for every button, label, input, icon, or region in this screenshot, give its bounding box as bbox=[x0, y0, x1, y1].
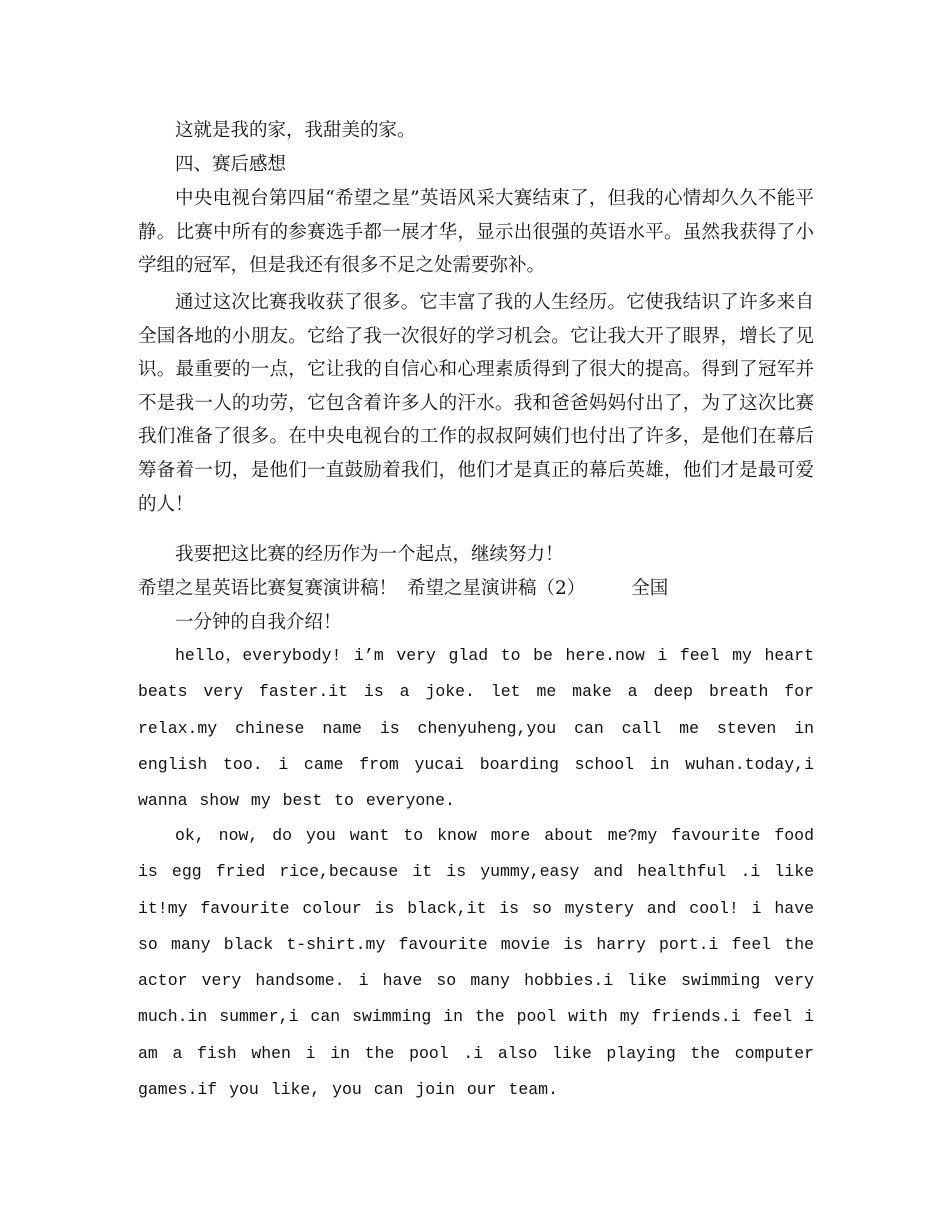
section-heading: 四、赛后感想 bbox=[175, 154, 287, 175]
speech-subtitle: 希望之星演讲稿（2） bbox=[407, 578, 586, 599]
speech-title-line bbox=[138, 572, 814, 606]
english-paragraph-1: hello，everybody! i’m very glad to be here.now i feel my heart beats very faster.it is a joke. let me make a deep breath for relax.my chinese name is chenyuheng,you can call me steven in english too. i came from yucai boarding school in wuhan.today,i wanna show my best to everyone. bbox=[138, 646, 814, 811]
paragraph-reflection-1: 中央电视台第四届“希望之星”英语风采大赛结束了，但我的心情却久久不能平静。比赛中所有的参赛选手都一展才华，显示出很强的英语水平。虽然我获得了小学组的冠军，但是我还有很多不足之处需要弥补。 bbox=[138, 188, 814, 277]
paragraph-home: 这就是我的家，我甜美的家。 bbox=[175, 120, 416, 141]
speech-title: 希望之星英语比赛复赛演讲稿！ bbox=[138, 578, 398, 599]
paragraph-reflection-3: 我要把这比赛的经历作为一个起点，继续努力！ bbox=[175, 544, 564, 565]
speech-intro: 一分钟的自我介绍！ bbox=[175, 612, 342, 633]
paragraph-reflection-2: 通过这次比赛我收获了很多。它丰富了我的人生经历。它使我结识了许多来自全国各地的小朋友。它给了我一次很好的学习机会。它让我大开了眼界，增长了见识。最重要的一点，它让我的自信心和心理素质得到了很大的提高。得到了冠军并不是我一人的功劳，它包含着许多人的汗水。我和爸爸妈妈付出了，为了这次比赛我们准备了很多。在中央电视台的工作的叔叔阿姨们也付出了许多，是他们在幕后筹备着一切，是他们一直鼓励着我们，他们才是真正的幕后英雄，他们才是最可爱的人！ bbox=[138, 292, 814, 515]
speech-scope: 全国 bbox=[631, 578, 669, 599]
english-paragraph-2: ok, now, do you want to know more about me?my favourite food is egg fried rice,because it is yummy,easy and healthful .i like it!my favourite colour is black,it is so mystery and cool! i have so many black t-shirt.my favourite movie is harry port.i feel the actor very handsome. i have so many hobbies.i like swimming very much.in summer,i can swimming in the pool with my friends.i feel i am a fish when i in the pool .i also like playing the computer games.if you like, you can join our team. bbox=[138, 826, 814, 1100]
